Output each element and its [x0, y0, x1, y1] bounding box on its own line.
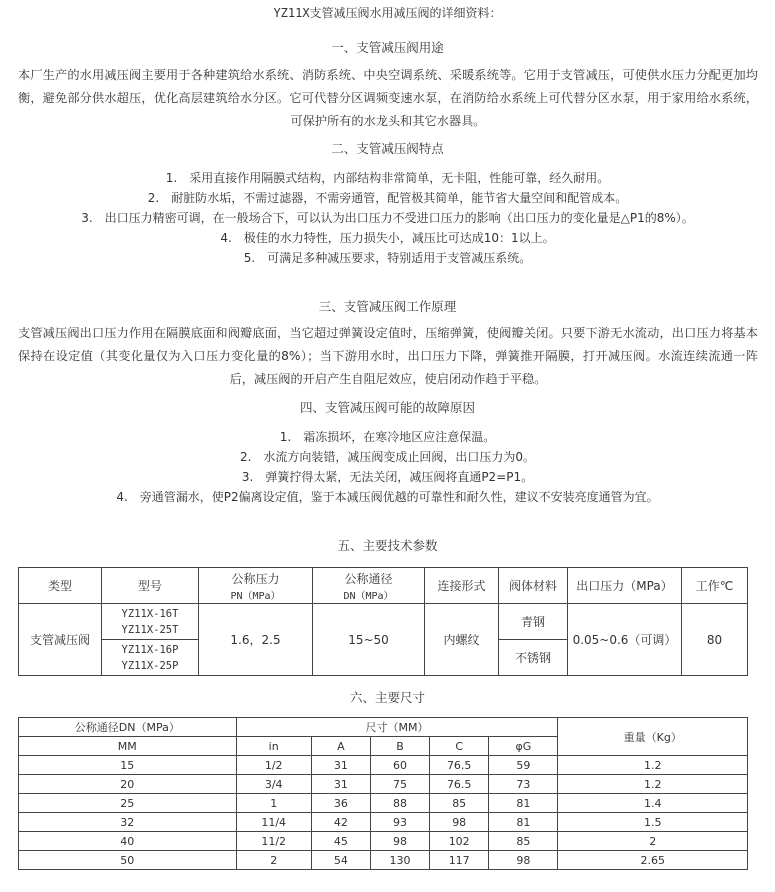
table-cell: 36 — [311, 794, 370, 813]
header-col-c: C — [430, 737, 489, 756]
cell-connection: 内螺纹 — [425, 604, 499, 676]
cell-material-stainless: 不锈钢 — [499, 640, 568, 676]
header-weight: 重量（Kg） — [558, 718, 748, 756]
table-cell: 76.5 — [430, 775, 489, 794]
section-heading-dimensions: 六、主要尺寸 — [349, 690, 425, 705]
table-cell: 1 — [236, 794, 311, 813]
table-cell: 20 — [19, 775, 237, 794]
feature-item-4: 4. 极佳的水力特性，压力损失小，减压比可达成10：1以上。 — [220, 231, 555, 245]
cell-pn: 1.6，2.5 — [199, 604, 313, 676]
table-cell: 88 — [370, 794, 429, 813]
model-16p: YZ11X-16P — [121, 643, 179, 656]
model-25t: YZ11X-25T — [121, 623, 179, 636]
table-cell: 11/2 — [236, 832, 311, 851]
table-cell: 2 — [558, 832, 748, 851]
header-type: 类型 — [19, 568, 102, 604]
table-cell: 1.5 — [558, 813, 748, 832]
table-row — [19, 775, 748, 794]
table-cell: 42 — [311, 813, 370, 832]
table-row — [19, 813, 748, 832]
header-outlet-pressure: 出口压力（MPa） — [568, 568, 682, 604]
fault-item-2: 2. 水流方向装错，减压阀变成止回阀，出口压力为0。 — [239, 450, 536, 464]
feature-item-3: 3. 出口压力精密可调，在一般场合下，可以认为出口压力不受进口压力的影响（出口压力的变化量是△P1的8%）。 — [81, 211, 694, 225]
header-dn-unit: DN（MPa） — [343, 590, 394, 602]
principle-paragraph: 支管减压阀出口压力作用在隔膜底面和阀瓣底面，当它超过弹簧设定值时，压缩弹簧，使阀瓣关闭。只要下游无水流动，出口压力将基本保持在设定值（其变化量仅为入口压力变化量的8%）；当下游用水时，出口压力下降，弹簧推开隔膜，打开减压阀。水流连续流通一阵后，减压阀的开启产生自阻尼效应，使启闭动作趋于平稳。 — [18, 326, 758, 386]
feature-item-5: 5. 可满足多种减压要求，特别适用于支管减压系统。 — [243, 251, 532, 265]
fault-item-3: 3. 弹簧拧得太紧，无法关闭，减压阀将直通P2=P1。 — [241, 470, 534, 484]
table-cell: 54 — [311, 851, 370, 870]
table-row — [19, 832, 748, 851]
table-row — [19, 756, 748, 775]
table-cell: 2.65 — [558, 851, 748, 870]
header-col-b: B — [370, 737, 429, 756]
cell-models-stainless — [102, 640, 199, 676]
table-cell: 1.2 — [558, 775, 748, 794]
feature-item-1: 1. 采用直接作用隔膜式结构，内部结构非常简单，无卡阻，性能可靠，经久耐用。 — [165, 171, 610, 185]
table-cell: 73 — [489, 775, 558, 794]
table-cell: 130 — [370, 851, 429, 870]
dimensions-table — [18, 717, 748, 870]
table-cell: 60 — [370, 756, 429, 775]
table-header-row — [19, 718, 748, 737]
header-model: 型号 — [102, 568, 199, 604]
table-cell: 25 — [19, 794, 237, 813]
feature-item-2: 2. 耐脏防水垢，不需过滤器，不需旁通管，配管极其简单，能节省大量空间和配管成本。 — [147, 191, 628, 205]
table-cell: 1.2 — [558, 756, 748, 775]
header-temperature: 工作℃ — [682, 568, 748, 604]
cell-dn: 15~50 — [313, 604, 425, 676]
header-pn-unit: PN（MPa） — [230, 590, 281, 602]
table-cell: 102 — [430, 832, 489, 851]
section-heading-features: 二、支管减压阀特点 — [331, 141, 444, 156]
table-cell: 40 — [19, 832, 237, 851]
header-material: 阀体材料 — [499, 568, 568, 604]
section-heading-faults: 四、支管减压阀可能的故障原因 — [299, 400, 475, 415]
header-pn — [199, 568, 313, 604]
section-heading-principle: 三、支管减压阀工作原理 — [318, 299, 457, 314]
header-dn-label: 公称通径 — [344, 571, 393, 586]
table-header-row — [19, 568, 748, 604]
table-row — [19, 794, 748, 813]
table-cell: 85 — [489, 832, 558, 851]
header-connection: 连接形式 — [425, 568, 499, 604]
table-cell: 98 — [370, 832, 429, 851]
cell-material-copper: 青钢 — [499, 604, 568, 640]
cell-temperature: 80 — [682, 604, 748, 676]
table-cell: 98 — [489, 851, 558, 870]
header-mm: MM — [19, 737, 237, 756]
dimensions-body — [19, 756, 748, 870]
table-cell: 31 — [311, 775, 370, 794]
table-cell: 1/2 — [236, 756, 311, 775]
table-cell: 117 — [430, 851, 489, 870]
table-cell: 81 — [489, 794, 558, 813]
model-25p: YZ11X-25P — [121, 659, 179, 672]
table-cell: 50 — [19, 851, 237, 870]
section-heading-usage: 一、支管减压阀用途 — [331, 40, 444, 55]
table-cell: 15 — [19, 756, 237, 775]
table-cell: 2 — [236, 851, 311, 870]
tech-params-table — [18, 567, 748, 676]
table-cell: 75 — [370, 775, 429, 794]
table-cell: 31 — [311, 756, 370, 775]
table-cell: 1.4 — [558, 794, 748, 813]
model-16t: YZ11X-16T — [121, 607, 179, 620]
fault-item-1: 1. 霜冻损坏，在寒冷地区应注意保温。 — [279, 430, 496, 444]
cell-type: 支管减压阀 — [19, 604, 102, 676]
fault-item-4: 4. 旁通管漏水，使P2偏离设定值，鉴于本减压阀优越的可靠性和耐久性，建议不安装亮度通管为宜。 — [116, 490, 659, 504]
cell-outlet-pressure: 0.05~0.6（可调） — [568, 604, 682, 676]
header-dn — [313, 568, 425, 604]
page-title: YZ11X支管减压阀水用减压阀的详细资料： — [273, 6, 502, 20]
header-dn: 公称通径DN（MPa） — [19, 718, 237, 737]
section-heading-params: 五、主要技术参数 — [337, 538, 438, 553]
header-col-in: in — [236, 737, 311, 756]
table-cell: 81 — [489, 813, 558, 832]
header-pn-label: 公称压力 — [231, 571, 280, 586]
table-cell: 76.5 — [430, 756, 489, 775]
table-row — [19, 851, 748, 870]
table-cell: 3/4 — [236, 775, 311, 794]
header-size: 尺寸（MM） — [236, 718, 558, 737]
table-cell: 32 — [19, 813, 237, 832]
table-cell: 45 — [311, 832, 370, 851]
table-cell: 93 — [370, 813, 429, 832]
table-cell: 11/4 — [236, 813, 311, 832]
table-cell: 98 — [430, 813, 489, 832]
table-row — [19, 604, 748, 640]
table-cell: 85 — [430, 794, 489, 813]
cell-models-copper — [102, 604, 199, 640]
table-cell: 59 — [489, 756, 558, 775]
usage-paragraph: 本厂生产的水用减压阀主要用于各种建筑给水系统、消防系统、中央空调系统、采暖系统等。它用于支管减压，可使供水压力分配更加均衡，避免部分供水超压，优化高层建筑给水分区。它可代替分区调频变速水泵，在消防给水系统上可代替分区水泵，用于家用给水系统，可保护所有的水龙头和其它水器具。 — [18, 68, 758, 128]
header-col-g: φG — [489, 737, 558, 756]
header-col-a: A — [311, 737, 370, 756]
